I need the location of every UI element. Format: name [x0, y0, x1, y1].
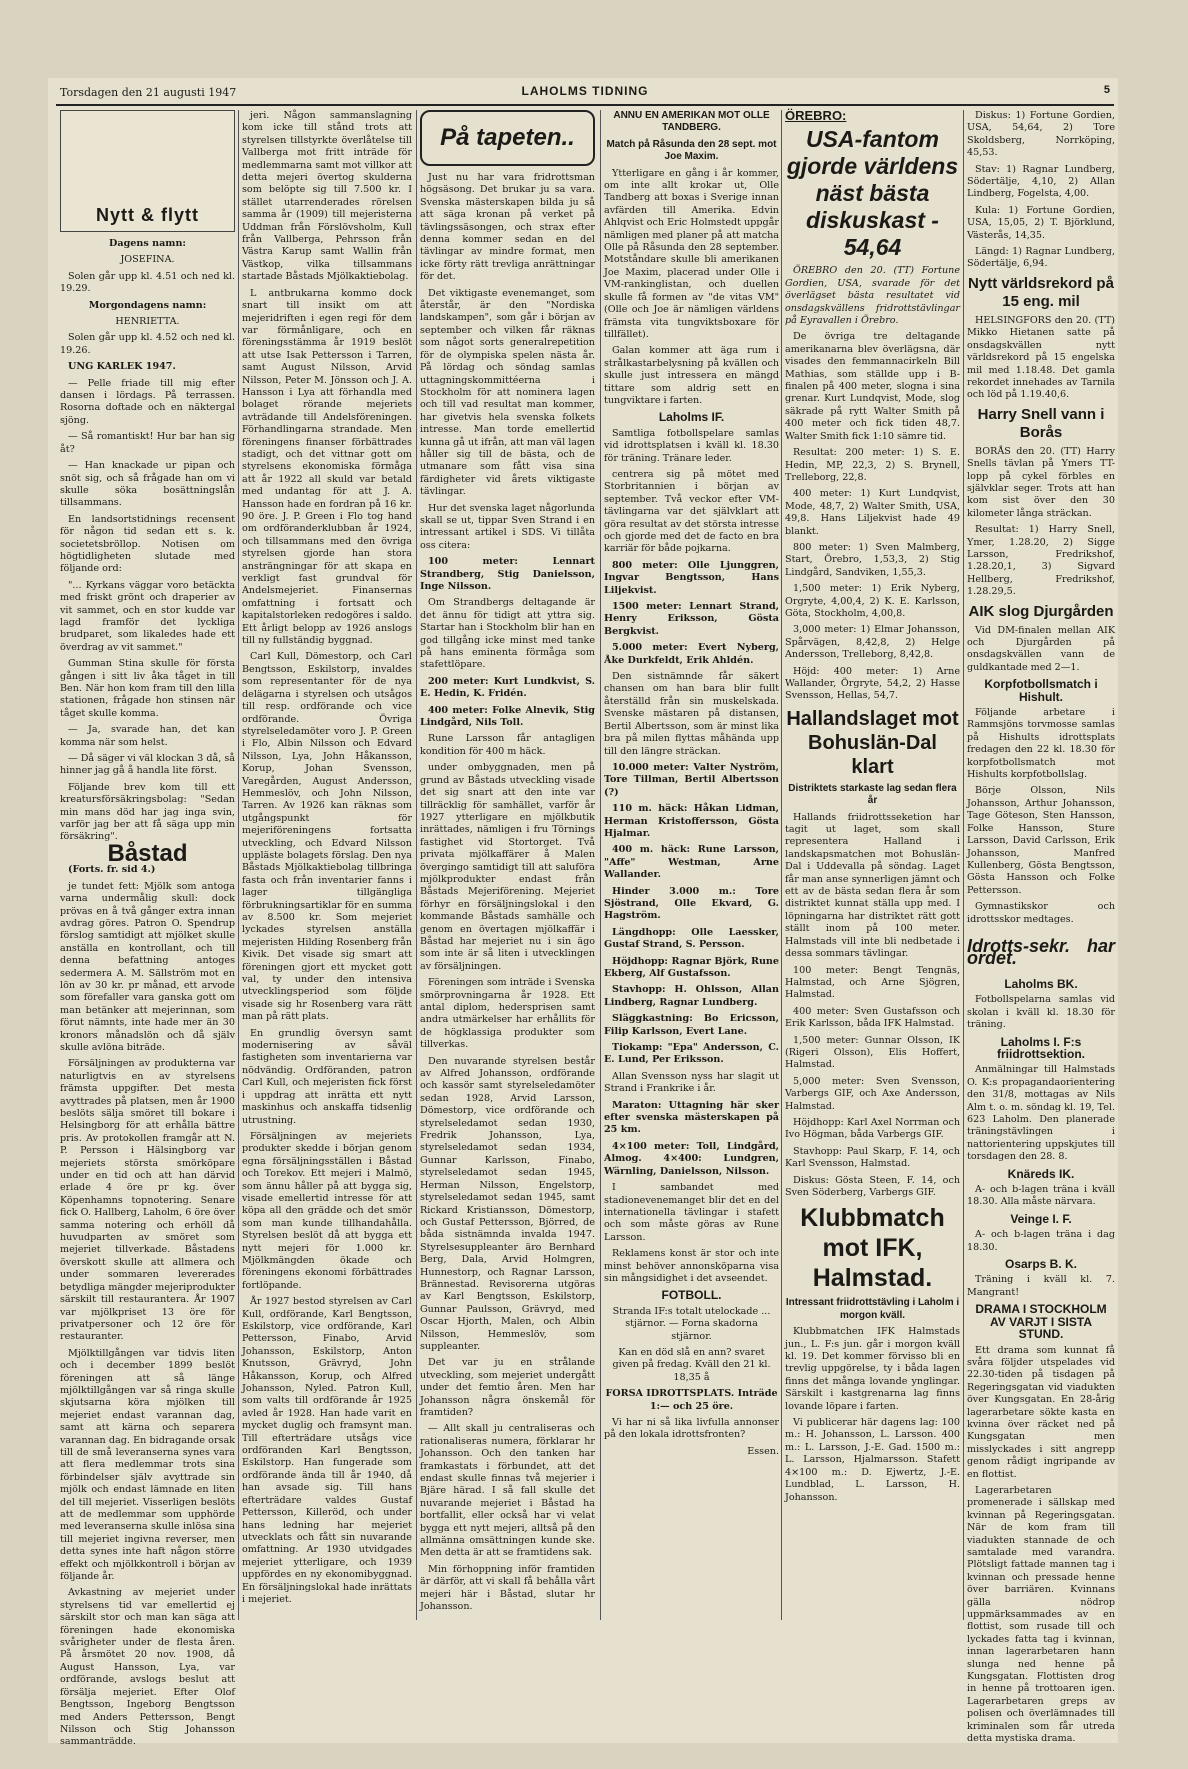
paragraph: A- och b-lagen träna i kväll 18.30. Alla måste närvara. [967, 1184, 1115, 1208]
event-line: 5.000 meter: Evert Nyberg, Åke Durkfeldt, Erik Ahldén. [604, 642, 779, 666]
signature: Essen. [747, 1445, 779, 1457]
column-divider [416, 110, 417, 1620]
event-line: Hinder 3.000 m.: Tore Sjöstrand, Olle Ekvard, G. Hagström. [604, 885, 779, 922]
issue-date: Torsdagen den 21 augusti 1947 [60, 86, 237, 99]
paragraph: Resultat: 1) Harry Snell, Ymer, 1.28.20, 2) Sigge Larsson, Fredrikshof, 1.28.20,1, 3) Sigvard Hellberg, Fredrikshof, 1.28.29,5. [967, 524, 1115, 598]
club-heading: Veinge I. F. [1010, 1211, 1072, 1226]
paragraph: Stavhopp: Paul Skarp, F. 14, och Karl Svensson, Halmstad. [785, 1145, 960, 1170]
paragraph: "... Kyrkans väggar voro betäckta med friskt grönt och draperier av vit sammet, och en stor kudde var lagd framför det lyckliga brudparet, som likaledes hade ett överdrag av vit sammet." [60, 579, 235, 653]
column-divider [781, 110, 782, 1620]
continued-note: (Forts. fr. sid 4.) [68, 864, 156, 876]
paragraph: Det var ju en strålande utveckling, som mejeriet undergått under det femtio åren. Men har Johansson några önskemål för framtiden? [420, 1357, 595, 1418]
column-divider [600, 110, 601, 1620]
paragraph: 800 meter: 1) Sven Malmberg, Start, Örebro, 1,53,3, 2) Stig Lindgård, Sandviken, 1,55,3. [785, 541, 960, 578]
paragraph: FORSA IDROTTSPLATS. Inträde 1:— och 25 öre. [605, 1388, 778, 1412]
paragraph: Anmälningar till Halmstads O. K:s propagandaorientering den 31/8, mottagas av Nils Alm t. o. m. söndag kl. 19, Tel. 623 Laholm. Den planerade träningstävlingen i nattorientering uppskjutes till torsdagen den 28. 8. [967, 1064, 1115, 1163]
paragraph: En grundlig översyn samt modernisering av såväl fastigheten som inventarierna var nödvändig. Ordföranden, patron Carl Kull, och mejeristen fick först i uppdrag att inrätta ett nytt maskinhus och anskaffa tidsenlig utrustning. [242, 1027, 412, 1126]
headline-usa-fantom: USA-fantom gjorde världens näst bästa diskuskast - 54,64 [786, 126, 959, 261]
paragraph: Försäljningen av mejeriets produkter skedde i början genom egna försäljningsställen i Båstad och Torekov. Ett mejeri i Malmö, som ännu håller på att bygga sig, visade emellertid intresse för att köpa all den grädde och det smör som man kunde tillhandahålla. Styrelsen beslöt då att bygga ett nytt mejeri för 1.000 kr. Mjölkmängden ökade och föreningens ekonomi förbättrades fortlöpande. [242, 1130, 412, 1291]
club-heading: Laholms I. F:s friidrottsektion. [996, 1034, 1085, 1061]
event-line: Tiokamp: "Epa" Andersson, C. E. Lund, Per Eriksson. [604, 1042, 779, 1066]
event-line: Höjdhopp: Ragnar Björk, Rune Ekberg, Alf Gustafsson. [604, 955, 779, 979]
paragraph: Ett drama som kunnat få svåra följder utspelades vid 22.30-tiden på tisdagen på Regeringsgatan vid viadukten över Kungsgatan. En 28-årig lagerarbetare sökte kasta en kvinna över räcket ned på Kungsgatan men misslyckades i sitt angrepp genom rådigt ingripande av en flottist. [967, 1344, 1115, 1480]
headline-hallandslaget: Hallandslaget mot Bohuslän-Dal klart [786, 707, 959, 778]
paragraph: De övriga tre deltagande amerikanarna blev överlägsna, där visades den femmannacirkeln Bill Mathias, som ställde upp i B-finalen på 400 meter, slogna i sina grenar. Kurt Lundqvist, Mode, slog säkrade på rytt Walter Smith på 400 meter och fick tiden 48,7. Walter Smith fick 1:10 sämre tid. [785, 331, 960, 442]
fotboll-heading: FOTBOLL. [661, 1288, 722, 1303]
event-line: 4×100 meter: Toll, Lindgård, Almog. 4×400: Lundgren, Wärnling, Danielsson, Nilsson. [604, 1140, 779, 1177]
sun-times: Solen går upp kl. 4.52 och ned kl. 19.26. [60, 332, 235, 356]
paragraph: Följande arbetare i Rammsjöns torvmosse samlas på Hishults idrottsplats fredagen den 22 kl. 18.30 för korpfotbollsmatch mot Hishults korpfotbollslag. [967, 707, 1115, 781]
dagens-namn: JOSEFINA. [120, 254, 175, 266]
paragraph: Försäljningen av produkterna var naturligtvis en av styrelsens främsta uppgifter. Det mesta avyttrades på platsen, men år 1900 beslöts sälja smöret till bokare i Helsingborg för att erhålla bättre pris. Av protokollen framgår att N. P. Persson i Hälsingborg var mejeriets största smörköpare under en tid och att han därvid erlade 4 öre pr kg. över Köpenhamns topnotering. Senare fick O. Hallberg, Laholm, 6 öre över samma notering och erhöll då huvudparten av smöret som mejeriet tillverkade. Båstadens överskott skulle att allmera och under sommaren levererades betydliga mängder mejeriprodukter särskilt till restaurantera. År 1907 var mjölkpriset 13 öre för privatpersoner och 12 öre för restauranter. [60, 1058, 235, 1343]
event-line: 200 meter: Kurt Lundkvist, S. E. Hedin, K. Fridén. [420, 675, 595, 700]
paragraph: Fotbollspelarna samlas vid skolan i kväll kl. 18.30 för träning. [967, 994, 1115, 1031]
paragraph: — Allt skall ju centraliseras och rationaliseras numera, förklarar hr Johansson. Och den tanken har framkastats i förbundet, att det endast skulle finnas två mejerier i Bjäre härad. I så fall skulle det nuvarande mejeriet i Båstad ha bortfallit, eller också har vi velat bygga ett nytt mejeri, alltså på den allmänna omsättningen kunde ske. Men detta är att se framtidens sak. [420, 1423, 595, 1559]
event-line: 10.000 meter: Valter Nyström, Tore Tillman, Bertil Albertsson (?) [604, 761, 779, 798]
paragraph: Föreningen som inträde i Svenska smörprovningarna år 1928. Ett antal diplom, hedersprisen samt andra utmärkelser har erhållits för de högklassiga produkter som tillverkas. [420, 977, 595, 1051]
article-subheadline: Match på Råsunda den 28 sept. mot Joe Maxim. [606, 138, 777, 163]
paragraph: Klubbmatchen IFK Halmstads jun., L. F:s jun. går i morgon kväll kl. 19. Det kommer förvisso bli en trevlig uppgörelse, ty i båda lagen finns det många lovande ynglingar. Särskilt i kastgrenarna lag finns lovande löpare i farten. [785, 1326, 960, 1412]
paragraph: 5,000 meter: Sven Svensson, Varbergs GIF, och Axe Andersson, Halmstad. [785, 1075, 960, 1112]
header-rule [56, 104, 1114, 106]
paragraph: Den nuvarande styrelsen består av Alfred Johansson, ordförande och kassör samt styrelseledamöter sedan 1928, Arvid Larsson, Dömestorp, vice ordförande och styrelseledamot sedan 1930, Fredrik Johansson, Lya, styrelseledamot sedan 1934, Gunnar Karlsson, Finabo, styrelseledamot sedan 1945, Herman Nilsson, Engelstorp, styrelseledamot sedan 1945, samt Rickard Kristiansson, Dömestorp, och Gustaf Pettersson, Björred, de båda sistnämnda invalda 1947. Styrelsesuppleanter äro Bernhard Berg, Dala, Arvid Holmgren, Hunnestorp, och Ragnar Larsson, Brännestad. Revisorerna utgöras av Karl Bengtsson, Eskilstorp, Gunnar Paulsson, Grävryd, med Oscar Hjorth, Malen, och Albin Nilsson, Hemmeslöv, som suppleanter. [420, 1055, 595, 1352]
paragraph: 1,500 meter: Gunnar Olsson, IK (Rigeri Olsson), Elis Hoffert, Halmstad. [785, 1034, 960, 1071]
paragraph: I sambandet med stadionevenemanget blir det en del internationella tävlingar i stafett och som måste göras av Rune Larsson. [604, 1182, 779, 1243]
article-headline: ANNU EN AMERIKAN MOT OLLE TANDBERG. [613, 110, 770, 134]
paragraph: Höjd: 400 meter: 1) Arne Wallander, Örgryte, 54,2, 2) Hasse Svensson, Hellas, 54,7. [785, 665, 960, 702]
paragraph: — Så romantiskt! Hur bar han sig åt? [60, 431, 235, 455]
subheadline: Intressant friidrottstävling i Laholm i morgon kväll. [785, 1297, 960, 1321]
paragraph: L antbrukarna kommo dock snart till insikt om att mejeridriften i egen regi för dem var förmånligare, och en föreningsstämma år 1919 beslöt att utse Isak Pettersson i Tarren, samt August Nilsson, Arvid Nilsson, Peter M. Jönsson och J. A. Hansson i Lya att förhandla med bolaget rörande mejeriets avträdande till Andelsföreningen. Förhandlingarna strandade. Men föreningens finanser förbättrades stadigt, och det vittnar gott om styrelsens ekonomiska förmåga att år 1922 all skuld var betald med undantag för att J. A. Hansson hade en fordran på 16 kr. 90 öre. J. P. Green i Flo tog hand om ordföranderklubban år 1924, och tillsammans med den övriga styrelsen gjorde han stora ansträngningar för att skapa en verkligt fast grundval för Andelsmejeriet. Finansernas omfattning i fortsatt och kapitalstorleken redogöres i saldo. Ett årligt belopp av 1926 anslogs till ny fullständig byggnad. [242, 287, 412, 647]
paragraph: 3,000 meter: 1) Elmar Johansson, Spårvägen, 8,42,8, 2) Helge Andersson, Trelleborg, 8,42,8. [785, 624, 960, 661]
paragraph: Höjdhopp: Karl Axel Norrman och Ivo Högman, båda Varbergs GIF. [785, 1116, 960, 1141]
paragraph: je tundet fett: Mjölk som antoga varna undermålig skull: dock prövas en å två gånger extra innan avdrag göres. Patron O. Spendrup förslog samtidigt att mjölket skulle anställa en kontrollant, och till denna befattning antoges sedermera A. M. Sällström mot en lön av 30 kr. pr månad, ett arvode som förefaller vara ganska gott om man betänker att mejerinnan, som förut nämnts, inte hade mer än 30 kronors månadslön och då själv skulle avlöna biträde. [60, 880, 235, 1053]
club-heading: Laholms IF. [658, 410, 725, 425]
paragraph: Längd: 1) Ragnar Lundberg, Södertälje, 6,94. [967, 246, 1115, 270]
headline-aik: AIK slog Djurgården [968, 602, 1114, 620]
paragraph: Kula: 1) Fortune Gordien, USA, 15,05, 2) T. Björklund, Västerås, 14,35. [967, 204, 1115, 241]
paragraph: Galan kommer att äga rum i strålkastarbelysning på kvällen och skulle just intressera en mängd tittare som aldrig sett en tungviktare i farten. [604, 345, 779, 406]
paragraph: Om Strandbergs deltagande är det ännu för tidigt att yttra sig. Startar han i Stockholm blir han en god tillgång icke minst med tanke på hans eminenta förmåga som stafettlöpare. [420, 597, 595, 671]
headline-varldsrekord: Nytt världsrekord på 15 eng. mil [968, 274, 1114, 310]
paragraph: Just nu har vara fridrottsman högsäsong. Det brukar ju sa vara. Svenska mästerskapen bilda ju så att säga kronan på verket på tävlingssäsongen, och strax efter denna kommer sedan en del tävlingar av mindre format, men icke förty rätt trevliga anrättningar för det. [420, 172, 595, 283]
column-5 [785, 110, 960, 1630]
column-2 [242, 110, 412, 1630]
paragraph: HELSINGFORS den 20. (TT) Mikko Hietanen satte på onsdagskvällen nytt världsrekord på 15 engelska mil med 1.18.48. Det gamla rekordet innehades av Tarnila och löd på 1.19.40,6. [967, 314, 1115, 401]
lead-paragraph: ÖREBRO den 20. (TT) Fortune Gordien, USA, svarade för det överlägset bästa resultatet vid onsdagskvällens fridrottstävlingar på Eyravallen i Örebro. [785, 265, 960, 327]
paragraph: — Pelle friade till mig efter dansen i lördags. På terrassen. Rosorna doftade och en näktergal sjöng. [60, 377, 235, 426]
paragraph: centrera sig på mötet med Storbritannien i början av september. Två veckor efter VM-tävlingarna var det självklart att göra resultat av det största intresse och gjorde med det de facto en bra karriär för både pojkarna. [604, 468, 779, 555]
paragraph: Hur det svenska laget någorlunda skall se ut, tippar Sven Strand i en intressant artikel i SDS. Vi tillåta oss citera: [420, 502, 595, 551]
paragraph: Börje Olsson, Nils Johansson, Arthur Johansson, Tage Göteson, Sten Hansson, Folke Hansson, Sture Larsson, David Carlsson, Erik Johansson, Manfred Kullenberg, Gösta Bengtsson, Gösta Hansson och Folke Pettersson. [967, 785, 1115, 896]
paragraph: Vi har ni så lika livfulla annonser på den lokala idrottsfronten? [604, 1417, 779, 1441]
event-line: Släggkastning: Bo Ericsson, Filip Karlsson, Evert Lane. [604, 1013, 779, 1037]
paragraph: — Han knackade ur pipan och snöt sig, och så frågade han om vi skulle söka bosättningslån tillsammans. [60, 460, 235, 509]
club-heading: Osarps B. K. [1004, 1257, 1078, 1272]
paragraph: Min förhoppning inför framtiden är därför, att vi skall få behålla vårt mejeri här i Båstad, slutar hr Johansson. [420, 1563, 595, 1613]
paragraph: Lagerarbetaren promenerade i sällskap med kvinnan på Regeringsgatan. När de kom fram till viadukten stannade de och samtalade med varandra. Plötsligt fattade mannen tag i kvinnan och pressade henne över barriären. Kvinnans gälla nödrop uppmärksammades av en flottist, som rusade till och lyckades fatta tag i kvinnan, innan lagerarbetaren hann slunga ned henne på Kungsgatan. Flottisten drog in henne på trottoaren igen. Lagerarbetaren greps av polisen och överlämnades till kriminalen som får utreda detta mystiska drama. [967, 1484, 1115, 1745]
column-1 [60, 110, 235, 1748]
event-line: 800 meter: Olle Ljunggren, Ingvar Bengtsson, Hans Liljekvist. [604, 559, 779, 596]
column-divider [238, 110, 239, 1620]
paragraph: År 1927 bestod styrelsen av Carl Kull, ordförande, Karl Bengtsson, Eskilstorp, vice ordförande, Karl Pettersson, Finabo, Arvid Johansson, Eskilstorp, Anton Knutsson, Grävryd, John Håkansson, Korup, och Alfred Johansson, Nyled. Patron Kull, som valts till ordförande år 1925 avled år 1928. Han hade varit en mycket duglig och framsynt man. Till efterträdare utsågs vice ordföranden Karl Bengtsson, Eskilstorp. Han fungerade som ordförande ända till år 1940, då han avsade sig. Till hans efterträdare valdes Gustaf Pettersson, Killeröd, och under hans ledning har mejeriet utvecklats och fått sin nuvarande omfattning. Ar 1930 utvidgades mejeriet ytterligare, och 1939 uppfördes en ny ekonomibyggnad. En försäljningslokal hade inrättats i mejeriet. [242, 1296, 412, 1605]
paragraph: Rune Larsson får antagligen kondition för 400 m häck. [420, 733, 595, 757]
page-number: 5 [1103, 84, 1110, 96]
paragraph: Ytterligare en gång i år kommer, om inte allt krokar ut, Olle Tandberg att boxas i Sverige innan avfärden till Amerika. Edvin Ahlqvist och Eric Holmstedt uppgår nämligen med planer på att matcha Olle på Råsunda den 28 september. Motståndare skulle bli amerikanen Joe Maxim, placerad under Olle i VM-rankinglistan, och duellen skulle få formen av "de vitas VM" (Olle och Joe är nämligen världens främsta vita tungviktsboxare för tillfället). [604, 167, 779, 340]
event-line: 400 m. häck: Rune Larsson, "Affe" Westman, Arne Wallander. [604, 844, 779, 881]
section-heading-bastad: Båstad [107, 839, 188, 867]
paragraph: Reklamens konst är stor och inte minst behöver annonsköparna visa sin mångsidighet i det avseendet. [604, 1248, 779, 1284]
paragraph: Resultat: 200 meter: 1) S. E. Hedin, MP, 22,3, 2) S. Brynell, Trelleborg, 22,8. [785, 447, 960, 483]
morgondagens-namn-label: Morgondagens namn: [88, 299, 207, 311]
headline-harry-snell: Harry Snell vann i Borås [977, 405, 1105, 441]
dagens-namn-label: Dagens namn: [109, 238, 186, 249]
column-3 [420, 110, 595, 1630]
paragraph: Hallands friidrottsseketion har tagit ut laget, som skall representera Halland i landskapsmatchen mot Bohuslän-Dal i Uddevalla på söndag. Laget får man anse synnerligen jämnt och ett av de bästa sedan flera år som distriktet kunnat ställa upp med. I löpningarna har distriktet rätt gott ställt inom på 100 meter. Halmstads vill inte bli nedbetade i dessa sommars tävlingar. [785, 811, 960, 960]
paragraph: Kan en död slå en ann? svaret given på fredag. Kväll den 21 kl. 18,35 å [612, 1346, 771, 1383]
event-line: 100 meter: Lennart Strandberg, Stig Danielsson, Inge Nilsson. [420, 556, 595, 592]
paragraph: jeri. Någon sammanslagning kom icke till stånd trots att styrelsen tillstyrkte överlåtelse till Vallberga mot fritt inträde för medlemmarna samt mot villkor att detta mejeri övertog skulderna som belöpte sig till 7.500 kr. I stället utarrenderades rörelsen samma år (1909) till mejeristerna Uddman från Förslövsholm, Kull från Vallberga, Pehrsson från Västra Karup samt Wallin från Västkop, vilka tillsammans startade Båstads Mjölkaktiebolag. [242, 110, 412, 283]
event-line: 110 m. häck: Håkan Lidman, Herman Kristoffersson, Gösta Hjalmar. [604, 803, 779, 839]
paragraph: Gumman Stina skulle för första gången i sitt liv åka tåget in till Ben. När hon kom fram till den lilla stationen, frågade hon stinsen när tåget skulle komma. [60, 658, 235, 719]
idrotts-sekr-logo: Idrotts-sekr. har ordet. [967, 935, 1115, 968]
club-heading: Laholms BK. [1004, 976, 1078, 991]
paragraph: Allan Svensson nyss har slagit ut Strand i Frankrike i år. [604, 1070, 779, 1095]
paragraph: Vi publicerar här dagens lag: 100 m.: H. Johansson, L. Larsson. 400 m.: L. Larsson, J.-E. Gad. 1500 m.: L. Larsson, Hjalmarsson. Stafett 4×100 m.: D. Ejwertz, J.-E. Lundblad, L. Larsson, H. Johansson. [785, 1417, 960, 1503]
event-line: 400 meter: Folke Alnevik, Stig Lindgård, Nils Toll. [420, 704, 595, 729]
subheadline: Distriktets starkaste lag sedan flera år [788, 782, 957, 807]
item-heading: UNG KARLEK 1947. [68, 361, 176, 373]
headline-drama: DRAMA I STOCKHOLM AV VARJT I SISTA STUND. [975, 1302, 1107, 1342]
paragraph: Följande brev kom till ett kreatursförsäkringsbolag: "Sedan min mans död har jag inga svin, varför jag ber att få säga upp min försäkring". [60, 781, 235, 843]
event-line: Stavhopp: H. Ohlsson, Allan Lindberg, Ragnar Lundberg. [604, 984, 779, 1008]
item-heading: Korpfotbollsmatch i Hishult. [984, 677, 1098, 704]
sun-times: Solen går upp kl. 4.51 och ned kl. 19.29. [60, 270, 235, 295]
paragraph: Stav: 1) Ragnar Lundberg, Södertälje, 4,10, 2) Allan Lindberg, Fogelsta, 4,00. [967, 163, 1115, 200]
column-4 [604, 110, 779, 1630]
page-header [60, 84, 1110, 104]
paragraph: Den sistnämnde får säkert chansen om han bara blir fullt återställd från sin muskelskada. Svenske mästaren på distansen, Bertil Albertsson, som är minst lika bra på milen flyttas måhända upp till den längre sträckan. [604, 671, 779, 757]
paragraph: 1,500 meter: 1) Erik Nyberg, Orgryte, 4,00,4, 2) K. E. Karlsson, Göta, Stockholm, 4,00,8. [785, 583, 960, 619]
paragraph: Diskus: Gösta Steen, F. 14, och Sven Söderberg, Varbergs GIF. [785, 1174, 960, 1198]
paragraph: Mjölktillgången var tidvis liten och i december 1899 beslöt föreningen att så länge mjölktillgången var så ringa skulle skjutsarna köra mjölken till mejeriet endast varannan dag, samt att kärna och separera varannan dag. En bidragande orsak till de små leveranserna synes vara att flera medlemmar trots sina förbindelser själv avyttrade sin mjölk och endast lämnade en liten del till mejeriet. Visserligen beslöts att de medlemmar som upphörde med leveranserna skulle inlösa sina till mejeriet ingivna reverser, men detta synes inte haft någon större effekt och mjölkkontroll i början av följande år. [60, 1347, 235, 1583]
paragraph: Gymnastikskor och idrottsskor medtages. [967, 901, 1115, 925]
paragraph: — Då säger vi väl klockan 3 då, så hinner jag gå å handla lite först. [60, 753, 235, 777]
newspaper-name: LAHOLMS TIDNING [521, 84, 649, 98]
paragraph: Träning i kväll kl. 7. Mangrant! [967, 1274, 1115, 1298]
headline-klubbmatch: Klubbmatch mot IFK, Halmstad. [800, 1204, 945, 1293]
paragraph: Det viktigaste evenemanget, som återstår, är den "Nordiska landskampen", som går i början av september och vilken får räknas som något sorts generalrepetition för de olympiska spelen nästa år. På lördag och söndag samlas uttagningskommittéerna i Stockholm för att nominera lagen och till vad resultat man kommer, har givetvis hela svenska folkets intresse. Man torde emellertid kunna gå ut ifrån, att man väl lagen håller sig till de bästa, och de utmanare som fått visa sina färdigheter vid årets viktigaste tävlingar. [420, 287, 595, 498]
dateline-city: ÖREBRO: [785, 108, 847, 123]
event-line: Maraton: Uttagning här sker efter svenska mästerskapen på 25 km. [604, 1099, 779, 1136]
paragraph: Avkastning av mejeriet under styrelsens tid var emellertid ej särskilt stor och man kan säga att föreningen hade ekonomiska svårigheter under de flesta åren. På årsmötet 20 nov. 1908, då August Hansson, Lya, var ordförande, avslogs beslut att försälja mejeriet. Efter Olof Bengtsson, Ingeborg Bengtsson med Anders Pettersson, Bengt Nilsson och Stig Johansson sammanträdde. [60, 1587, 235, 1748]
paragraph: 400 meter: 1) Kurt Lundqvist, Mode, 48,7, 2) Walter Smith, USA, 49,8. Hans Liljekvist hade 49 blankt. [785, 488, 960, 537]
nytt-flytt-logo: Nytt & flytt [60, 110, 235, 232]
morgondagens-namn: HENRIETTA. [115, 316, 180, 328]
column-divider [963, 110, 964, 1620]
column-6 [967, 110, 1115, 1745]
paragraph: 400 meter: Sven Gustafsson och Erik Karlsson, båda IFK Halmstad. [785, 1005, 960, 1030]
paragraph: Diskus: 1) Fortune Gordien, USA, 54,64, 2) Tore Skoldsberg, Norrköping, 45,53. [967, 110, 1115, 159]
pa-tapeten-heading: På tapeten.. [420, 110, 595, 166]
paragraph: A- och b-lagen träna i dag 18.30. [967, 1229, 1115, 1253]
paragraph: Carl Kull, Dömestorp, och Carl Bengtsson, Eskilstorp, invaldes som representanter för de nya delägarna i styrelsen och utsågos till resp. ordförande och vice ordförande. Övriga styrelseledamöter voro J. P. Green i Flo, Albin Nilsson och Edvard Nilsson, Lya, John Håkansson, Korup, Johan Svensson, Varegården, August Andersson, Hemmeslöv, och John Nilsson, Tarren. Av 1926 kan räknas som utgångspunkt för mejeriföreningens fortsatta utveckling, och Edvard Nilsson uppläste bolagets förslag. Den nya Båstads Mjölkaktiebolag tillbringa fasta och från inventarier fanns i lager tillgängliga förbrukningsartiklar för en summa av 8.500 kr. Som mejeriet lyckades styrelsen anställa mejeristen Hilding Rosenberg från Kivik. Det visade sig smart att föreningen gjort ett mycket gott val, ty under den intensiva utvecklingsperiod som följde visade sig hr Rosenberg vara rätt man på rätt plats. [242, 651, 412, 1023]
paragraph: BORÅS den 20. (TT) Harry Snells tävlan på Ymers TT-lopp på cykel förbles en självklar seger. Trots att han kom sist över den 30 kilometer långa sträckan. [967, 445, 1115, 519]
paragraph: En landsortstidnings recensent för någon tid sedan ett s. k. societetsbröllop. Notisen om högtidligheten slutade med följande ord: [60, 513, 235, 575]
paragraph: Samtliga fotbollspelare samlas vid idrottsplatsen i kväll kl. 18.30 för träning. Tränare leder. [604, 427, 779, 464]
event-line: Längdhopp: Olle Laessker, Gustaf Strand, S. Persson. [604, 926, 779, 951]
paragraph: 100 meter: Bengt Tengnäs, Halmstad, och Arne Sjögren, Halmstad. [785, 964, 960, 1001]
paragraph: under ombyggnaden, men på grund av Båstads utveckling visade det sig snart att den inte var tillräcklig för samhället, varför år 1927 ytterligare en mjölkbutik inrättades, nämligen i fru Törnings fastighet vid Stortorget. Två privata mjölkaffärer å Malen övergingo samtidigt till att saluföra mjölkprodukter endast från Båstads Mejeriförening. Mejeriet förhyr en försäljningslokal i den kommande Båstads samhälle och genom en övertagen mjölkaffär i Båstad har mejeriet nu i sin ägo som inte är så liten i utvecklingen av försäljningen. [420, 762, 595, 972]
event-line: 1500 meter: Lennart Strand, Henry Eriksson, Gösta Bergkvist. [604, 601, 779, 637]
paragraph: Vid DM-finalen mellan AIK och Djurgården på onsdagskvällen vann de guldkantade med 2—1. [967, 624, 1115, 673]
paragraph: Stranda IF:s totalt utelockade ... stjärnor. — Forna skadorna stjärnor. [612, 1305, 771, 1342]
paragraph: — Ja, svarade han, det kan komma när som helst. [60, 724, 235, 748]
club-heading: Knäreds IK. [1007, 1166, 1075, 1181]
